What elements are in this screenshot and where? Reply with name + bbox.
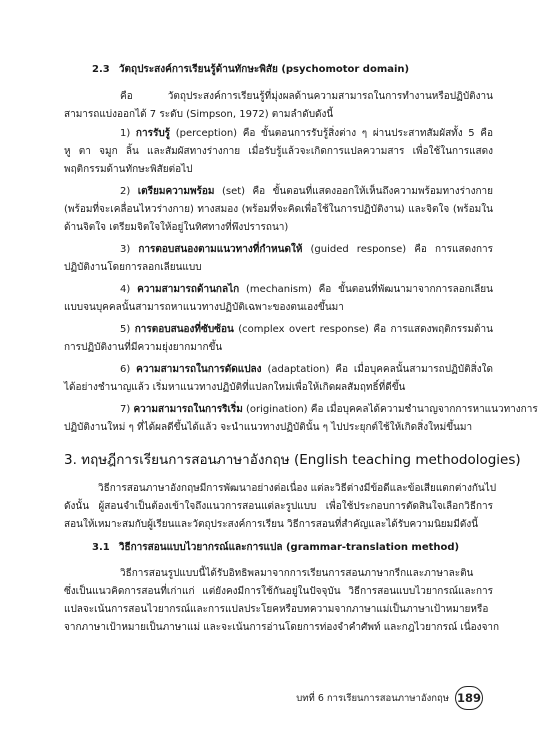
section-3-line: สอนให้เหมาะสมกับผู้เรียนและวัตถุประสงค์การเรียน วิธีการสอนที่สำคัญและได้รับความนิยมมีดังนี้: [64, 519, 479, 530]
level-1-line: [120, 127, 493, 141]
section-2-3-title: วัตถุประสงค์การเรียนรู้ด้านทักษะพิสัย (psychomotor domain): [118, 64, 410, 75]
section-3-1-line: ซึ่งเป็นแนวคิดการสอนที่เก่าแก่ แต่ยังคงมีการใช้กันอยู่ในปัจจุบัน วิธีการสอนแบบไวยากรณ์และการ: [64, 586, 493, 597]
section-3-1-heading: [92, 541, 459, 555]
level-term: ความสามารถในการริเริ่ม: [133, 404, 243, 415]
level-2-cont: (พร้อมที่จะเคลื่อนไหวร่างกาย) ทางสมอง (พร้อมที่จะคิดเพื่อใช้ในการปฏิบัติงาน) และจิตใจ (พร้อมใน: [64, 204, 493, 215]
level-term: การตอบสนองที่ซับซ้อน: [134, 324, 234, 335]
page-number-badge: 189: [455, 686, 483, 710]
section-3-1-line: วิธีการสอนรูปแบบนี้ได้รับอิทธิพลมาจากการเรียนการสอนภาษากรีกและภาษาละติน: [120, 568, 474, 579]
level-term: การรับรู้: [135, 128, 171, 139]
level-6-line: [120, 363, 493, 377]
level-desc: (origination) คือ เมื่อบุคคลได้ความชำนาญจากการหาแนวทางการ: [246, 404, 538, 415]
level-5-cont: การปฏิบัติงานที่มีความยุ่งยากมากขึ้น: [64, 342, 223, 353]
level-2-line: [120, 185, 493, 199]
level-desc: (guided response) คือ การแสดงการ: [310, 244, 493, 255]
section-3-line: ดังนั้น ผู้สอนจำเป็นต้องเข้าใจถึงแนวการสอนแต่ละรูปแบบ เพื่อใช้ประกอบการตัดสินใจเลือกวิธีการ: [64, 501, 493, 512]
section-3-1-title: วิธีการสอนแบบไวยากรณ์และการแปล (grammar-translation method): [118, 542, 460, 553]
level-term: การตอบสนองตามแนวทางที่กำหนดให้: [138, 244, 303, 255]
section-3-1-number: 3.1: [92, 542, 110, 553]
level-5-line: [120, 323, 493, 337]
section-3-line: วิธีการสอนภาษาอังกฤษมีการพัฒนาอย่างต่อเนื่อง แต่ละวิธีต่างมีข้อดีและข้อเสียแตกต่างกันไป: [98, 483, 497, 494]
intro-line: สามารถแบ่งออกได้ 7 ระดับ (Simpson, 1972) ตามลำดับดังนี้: [64, 109, 334, 120]
level-number: 1): [120, 128, 131, 139]
section-2-3-heading: [92, 63, 409, 77]
section-3-1-line: จากภาษาเป้าหมายเป็นภาษาแม่ และจะเน้นการอ่านโดยการท่องจำคำศัพท์ และกฎไวยากรณ์ เนื่องจาก: [64, 622, 500, 633]
level-4-line: [120, 283, 493, 297]
level-2-cont: ด้านจิตใจ เตรียมจิตใจให้อยู่ในทิศทางที่พึงปรารถนา): [64, 222, 289, 233]
intro-line: คือ วัตถุประสงค์การเรียนรู้ที่มุ่งผลด้านความสามารถในการทำงานหรือปฏิบัติงาน: [120, 91, 493, 102]
level-1-cont: หู ตา จมูก ลิ้น และสัมผัสทางร่างกาย เมื่อรับรู้แล้วจะเกิดการแปลความสาร เพื่อใช้ในการแสดง: [64, 146, 493, 157]
level-7-line: [120, 403, 538, 417]
section-2-3-number: 2.3: [92, 64, 110, 75]
level-number: 4): [120, 284, 131, 295]
section-3-heading: 3. ทฤษฎีการเรียนการสอนภาษาอังกฤษ (English teaching methodologies): [64, 452, 521, 468]
level-number: 2): [120, 186, 131, 197]
level-term: ความสามารถในการดัดแปลง: [136, 364, 262, 375]
level-term: เตรียมความพร้อม: [137, 186, 215, 197]
level-number: 7): [120, 404, 131, 415]
level-number: 6): [120, 364, 131, 375]
level-3-line: [120, 243, 493, 257]
level-desc: (set) คือ ขั้นตอนที่แสดงออกให้เห็นถึงความพร้อมทางร่างกาย: [221, 186, 493, 197]
chapter-label: บทที่ 6 การเรียนการสอนภาษาอังกฤษ: [296, 692, 449, 704]
level-term: ความสามารถด้านกลไก: [137, 284, 240, 295]
level-desc: (perception) คือ ขั้นตอนการรับรู้สิ่งต่าง ๆ ผ่านประสาทสัมผัสทั้ง 5 คือ: [175, 128, 494, 139]
level-3-cont: ปฏิบัติงานโดยการลอกเลียนแบบ: [64, 262, 202, 273]
level-desc: (mechanism) คือ ขั้นตอนที่พัฒนามาจากการลอกเลียน: [246, 284, 493, 295]
level-desc: (complex overt response) คือ การแสดงพฤติกรรมด้าน: [238, 324, 493, 335]
level-6-cont: ได้อย่างชำนาญแล้ว เริ่มหาแนวทางปฏิบัติที่แปลกใหม่เพื่อให้เกิดผลสัมฤทธิ์ที่ดีขึ้น: [64, 382, 406, 393]
section-3-1-line: แปลจะเน้นการสอนไวยากรณ์และการแปลประโยคหรือบทความจากภาษาแม่เป็นภาษาเป้าหมายหรือ: [64, 604, 489, 615]
level-number: 3): [120, 244, 131, 255]
page-footer: [296, 686, 483, 710]
level-number: 5): [120, 324, 131, 335]
level-desc: (adaptation) คือ เมื่อบุคคลนั้นสามารถปฏิบัติสิ่งใด: [267, 364, 493, 375]
level-7-cont: ปฏิบัติงานใหม่ ๆ ที่ได้ผลดีขึ้นได้แล้ว จะนำแนวทางปฏิบัตินั้น ๆ ไปประยุกต์ใช้ให้เกิดสิ่งใหม่ขึ้นมา: [64, 422, 473, 433]
level-1-cont: พฤติกรรมด้านทักษะพิสัยต่อไป: [64, 164, 193, 175]
level-4-cont: แบบจนบุคคลนั้นสามารถหาแนวทางปฏิบัติเฉพาะของตนเองขึ้นมา: [64, 302, 344, 313]
